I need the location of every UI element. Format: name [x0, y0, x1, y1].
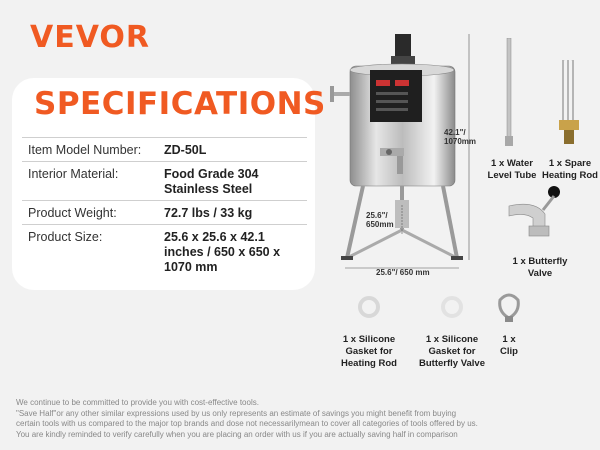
vevor-logo: VEVOR — [30, 20, 151, 55]
clip-image — [494, 290, 524, 324]
spec-row-weight — [22, 201, 307, 225]
water-level-tube-image — [502, 38, 516, 148]
spec-label: Product Weight: — [28, 206, 117, 220]
spare-heating-rod-caption: 1 x Spare Heating Rod — [542, 158, 598, 181]
disclaimer-line: We continue to be committed to provide you with cost-effective tools. — [16, 398, 259, 407]
silicone-gasket-heating-rod-image — [357, 296, 381, 318]
pasteurizer-tank-image — [325, 30, 475, 285]
water-level-tube-caption: 1 x Water Level Tube — [487, 158, 537, 181]
disclaimer-line: certain tools with us compared to the major top brands and dose not necessarilymean to cover all categories of tools offered by us. — [16, 419, 478, 428]
spec-value: Food Grade 304 Stainless Steel — [164, 167, 259, 196]
spec-value: 25.6 x 25.6 x 42.1 inches / 650 x 650 x 1070 mm — [164, 230, 281, 274]
spec-value: 72.7 lbs / 33 kg — [164, 206, 253, 220]
height-dimension: 42.1"/ 1070mm — [444, 128, 477, 146]
spec-label: Interior Material: — [28, 167, 119, 181]
spec-label: Product Size: — [28, 230, 103, 244]
spec-row-material — [22, 162, 307, 201]
silicone-gasket-butterfly-valve-caption: 1 x Silicone Gasket for Butterfly Valve — [419, 334, 485, 369]
specifications-title: SPECIFICATIONS — [34, 86, 326, 122]
spec-table — [22, 137, 307, 278]
spec-row-size — [22, 225, 307, 278]
silicone-gasket-heating-rod-caption: 1 x Silicone Gasket for Heating Rod — [341, 334, 397, 369]
disclaimer-line: "Save Half"or any other similar expressions used by us only represents an estimate of savings you might benefit from buying — [16, 408, 457, 418]
width-dimension: 25.6"/ 650 mm — [376, 268, 430, 277]
butterfly-valve-caption: 1 x Butterfly Valve — [512, 256, 568, 279]
spec-row-model — [22, 137, 307, 162]
clip-caption: 1 x Clip — [500, 334, 518, 357]
disclaimer-line: You are kindly reminded to verify carefully when you are placing an order with us if you are actually saving half in comparison — [16, 429, 458, 439]
spare-heating-rod-image — [556, 60, 582, 148]
butterfly-valve-image — [505, 186, 569, 242]
depth-dimension: 25.6"/ 650mm — [366, 211, 394, 229]
spec-value: ZD-50L — [164, 143, 207, 157]
disclaimer — [16, 398, 596, 440]
spec-label: Item Model Number: — [28, 143, 142, 157]
silicone-gasket-butterfly-valve-image — [440, 296, 464, 318]
